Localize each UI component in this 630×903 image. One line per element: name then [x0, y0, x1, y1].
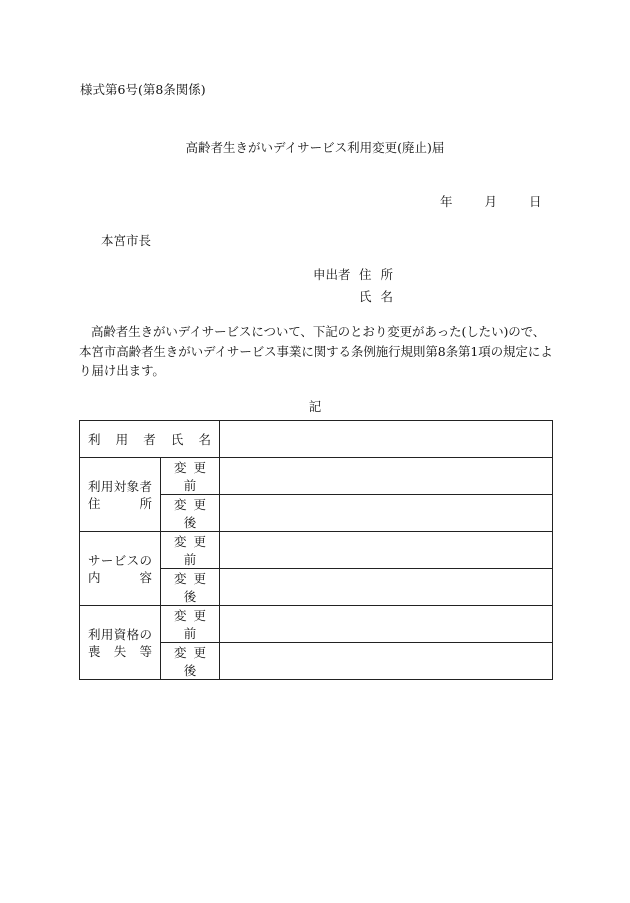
table-row: [80, 532, 553, 569]
label-char: 資: [113, 626, 127, 642]
label-char: 用: [100, 626, 114, 642]
after-change-field[interactable]: [220, 569, 553, 606]
user-name-label: [80, 421, 220, 458]
label-char: 名: [198, 432, 212, 447]
addressee: 本宮市長: [101, 233, 152, 248]
label-char: 利: [88, 626, 101, 642]
date-day: 日: [528, 194, 542, 209]
label-char: ビ: [113, 552, 127, 568]
label-char: 所: [139, 495, 152, 511]
before-change-field[interactable]: [220, 532, 553, 569]
label-char: 容: [139, 569, 152, 585]
label-char: 喪: [88, 643, 101, 659]
document-title: 高齢者生きがいデイサービス利用変更(廃止)届: [185, 140, 445, 155]
table-row: [80, 421, 553, 458]
date-year: 年: [440, 194, 453, 209]
after-change-label: 変更後: [161, 495, 220, 532]
ki-heading: 記: [308, 399, 322, 414]
name-label: 氏名: [359, 289, 403, 304]
after-change-field[interactable]: [220, 495, 553, 532]
after-change-label: 変更後: [161, 569, 220, 606]
label-char: 住: [88, 495, 101, 511]
label-char: 対: [113, 478, 127, 494]
before-change-label: 変更前: [161, 606, 220, 643]
item-label: [80, 458, 161, 532]
label-char: 用: [100, 478, 114, 494]
label-char: 氏: [170, 432, 184, 447]
label-char: の: [139, 626, 152, 642]
label-char: 象: [126, 478, 140, 494]
label-char: ー: [100, 552, 114, 568]
before-change-label: 変更前: [161, 532, 220, 569]
label-char: サ: [88, 552, 101, 568]
item-label: [80, 606, 161, 680]
change-form-table: [79, 420, 553, 680]
after-change-label: 変更後: [161, 643, 220, 680]
label-char: ス: [126, 552, 140, 568]
address-label: 住所: [359, 267, 403, 282]
user-name-field[interactable]: [220, 421, 553, 458]
label-char: 内: [88, 569, 101, 585]
table-row: [80, 458, 553, 495]
label-char: の: [139, 552, 152, 568]
date-month: 月: [484, 194, 497, 209]
label-char: 者: [143, 432, 156, 447]
label-char: 利: [88, 478, 101, 494]
body-text: 高齢者生きがいデイサービスについて、下記のとおり変更があった(したい)ので、本宮市高齢者生きがいデイサービス事業に関する条例施行規則第8条第1項の規定により届け出ます。: [79, 324, 553, 378]
before-change-field[interactable]: [220, 606, 553, 643]
label-char: 利: [88, 432, 101, 447]
form-number: 様式第6号(第8条関係): [80, 82, 206, 97]
label-char: 用: [115, 432, 129, 447]
before-change-field[interactable]: [220, 458, 553, 495]
table-row: [80, 606, 553, 643]
label-char: 失: [113, 643, 127, 659]
label-char: 等: [139, 643, 152, 659]
item-label: [80, 532, 161, 606]
applicant-label: 申出者: [313, 267, 351, 282]
label-char: 者: [139, 478, 152, 494]
after-change-field[interactable]: [220, 643, 553, 680]
label-char: 格: [126, 626, 140, 642]
date-line: [440, 192, 541, 210]
before-change-label: 変更前: [161, 458, 220, 495]
applicant-block: [313, 265, 402, 305]
